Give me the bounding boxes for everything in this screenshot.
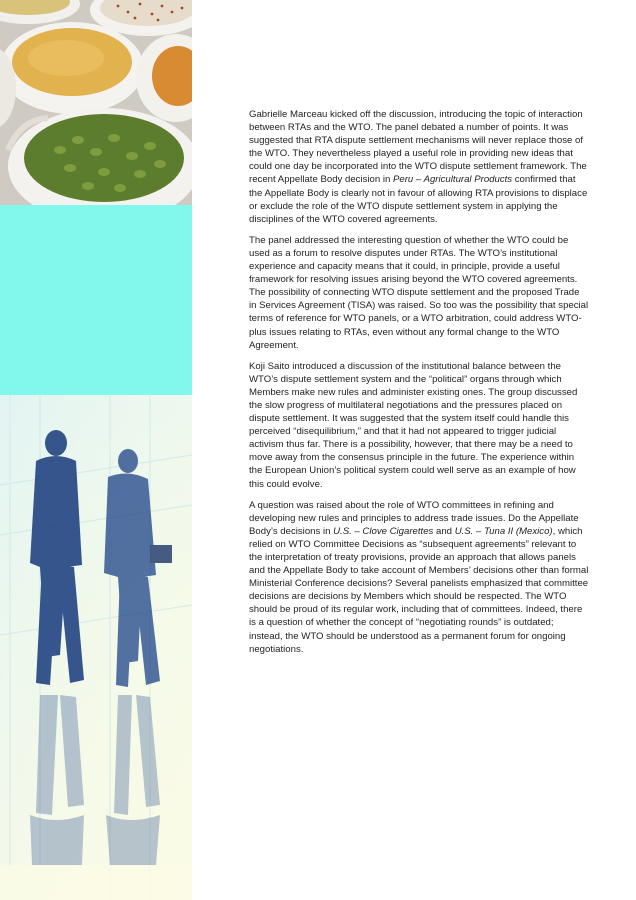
article-body: [249, 108, 589, 664]
paragraph-institutional-balance: Koji Saito introduced a discussion of the institutional balance between the WTO’s dispute settlement system and the “political” organs through which Members make new rules and administer existing ones. The group discussed the slow progress of multilateral negotiations and the pressures placed on dispute settlement. It was suggested that the system itself could handle this perceived “disequilibrium,” and that it had not appeared to trigger judicial activism thus far. There is a possibility, however, that there may be a need to move away from the consensus principle in the future. The experience within the European Union’s political system could well serve as an example of how this could evolve.: [249, 360, 578, 490]
grain-sacks-photo: [0, 0, 192, 205]
left-image-sidebar: [0, 0, 192, 900]
case-citation-clove: U.S. – Clove Cigarettes: [333, 525, 434, 537]
teal-color-block: [0, 205, 192, 395]
business-people-illustration: [0, 395, 192, 900]
business-people-walking-photo: [0, 395, 192, 900]
paragraph-wto-forum: The panel addressed the interesting question of whether the WTO could be used as a forum to resolve disputes under RTAs. The WTO’s institutional experience and capacity means that it could, in principle, provide a useful framework for resolving issues arising beyond the WTO covered agreements. The possibility of connecting WTO dispute settlement and the proposed Trade in Services Agreement (TISA) was raised. So too was the possibility that special terms of reference for WTO panels, or a WTO arbitration, could address WTO-plus issues relating to RTAs, even without any formal change to the WTO Agreement.: [249, 234, 589, 351]
paragraph-wto-committees: A question was raised about the role of WTO committees in refining and developing new rules and principles to address trade issues. Do the Appellate Body’s decisions in U.S. – Clove Cigarettes and U.S. – Tuna II (Mexico), which relied on WTO Committee Decisions as “subsequent agreements” relevant to the interpretation of treaty provisions, provide an approach that allows panels and the Appellate Body to take account of Members’ decisions other than formal Ministerial Conference decisions? Several panelists emphasized that committee decisions are decisions by Members which should be respected. The WTO should be proud of its regular work, including that of committees. Indeed, there is a question of whether the concept of “negotiating rounds” is outdated; instead, the WTO should be understood as a permanent forum for ongoing negotiations.: [249, 499, 589, 655]
case-citation-tuna: U.S. – Tuna II (Mexico): [454, 525, 553, 537]
case-citation-peru: Peru – Agricultural Products: [393, 174, 513, 186]
paragraph-rta-interaction: Gabrielle Marceau kicked off the discussion, introducing the topic of interaction between RTAs and the WTO. The panel debated a number of points. It was suggested that RTA dispute settlement mechanisms will never replace those of the WTO. They nevertheless played a useful role in providing new ideas that could one day be incorporated into the WTO dispute settlement framework. The recent Appellate Body decision in Peru – Agricultural Products confirmed that the Appellate Body is clearly not in favour of allowing RTA provisions to displace or exclude the role of the WTO dispute settlement system in applying the disciplines of the WTO covered agreements.: [249, 109, 588, 225]
grain-sacks-illustration: [0, 0, 192, 205]
